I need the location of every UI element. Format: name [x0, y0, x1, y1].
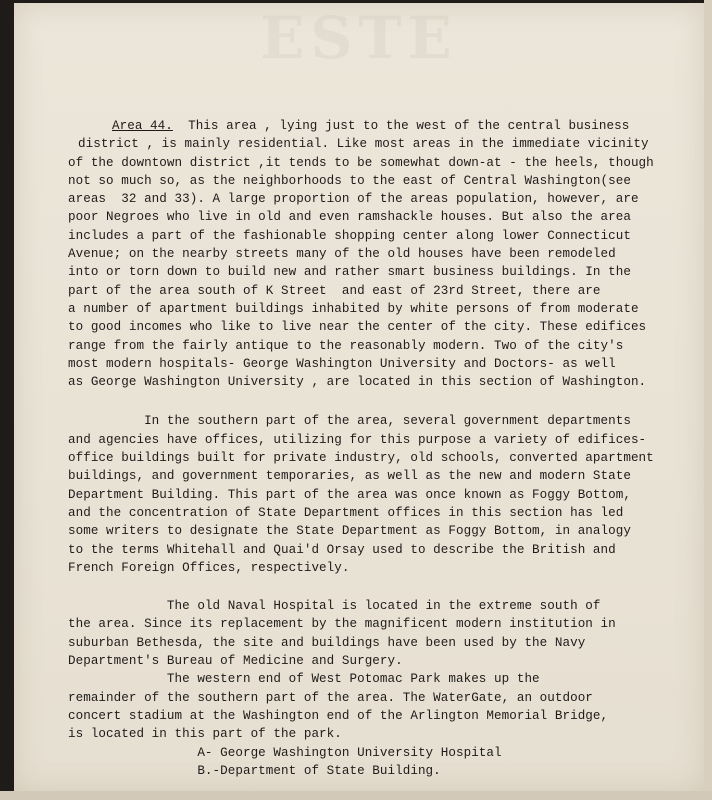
- paragraph-line: poor Negroes who live in old and even ramshackle houses. But also the area: [68, 210, 631, 225]
- paragraph-line: and agencies have offices, utilizing for this purpose a variety of edifices-: [68, 432, 647, 447]
- paragraph-line: Area 44. This area , lying just to the west of the central business: [112, 119, 630, 133]
- typed-page: [14, 3, 704, 791]
- paragraph-line: and the concentration of State Department offices in this section has led: [68, 505, 624, 520]
- paragraph-line: of the downtown district ,it tends to be somewhat down-at - the heels, though: [68, 155, 654, 170]
- paragraph-line: to the terms Whitehall and Quai'd Orsay used to describe the British and: [68, 542, 616, 557]
- paragraph-line: to good incomes who like to live near the center of the city. These edifices: [68, 320, 647, 335]
- paragraph-line: part of the area south of K Street and east of 23rd Street, there are: [68, 283, 601, 298]
- paragraph-line: French Foreign Offices, respectively.: [68, 560, 350, 575]
- paragraph-line: areas 32 and 33). A large proportion of the areas population, however, are: [68, 192, 639, 207]
- paragraph-line: concert stadium at the Washington end of the Arlington Memorial Bridge,: [68, 708, 609, 723]
- paper-edge-bottom: [0, 791, 712, 800]
- paragraph-line: some writers to designate the State Department as Foggy Bottom, in analogy: [68, 524, 631, 539]
- paragraph-area-44: [112, 117, 658, 135]
- paragraph-line: buildings, and government temporaries, as well as the new and modern State: [68, 469, 631, 484]
- paragraph-line: is located in this part of the park.: [68, 727, 342, 742]
- paragraph-line: In the southern part of the area, several government departments: [68, 414, 631, 429]
- paragraph-line: into or torn down to build new and rather smart business buildings. In the: [68, 265, 631, 280]
- paragraph-gap: [68, 391, 658, 412]
- paragraph-line: district , is mainly residential. Like most areas in the immediate vicinity: [78, 137, 649, 152]
- paragraph-line: as George Washington University , are located in this section of Washington.: [68, 375, 647, 390]
- faded-letterhead-watermark: ESTE: [260, 4, 458, 72]
- paragraph-line: Department's Bureau of Medicine and Surgery.: [68, 654, 403, 669]
- paragraph-line: most modern hospitals- George Washington University and Doctors- as well: [68, 356, 616, 371]
- paragraph-line: remainder of the southern part of the area. The WaterGate, an outdoor: [68, 690, 593, 705]
- paragraph-line: Department Building. This part of the area was once known as Foggy Bottom,: [68, 487, 631, 502]
- paragraph-line: Avenue; on the nearby streets many of the old houses have been remodeled: [68, 247, 616, 262]
- typed-text-body: [68, 117, 658, 780]
- paragraph-gap: [68, 577, 658, 597]
- list-item-b: B.-Department of State Building.: [68, 763, 441, 778]
- paragraph-line: includes a part of the fashionable shopping center along lower Connecticut: [68, 228, 631, 243]
- paper-edge-right: [704, 0, 712, 800]
- paragraph-line: a number of apartment buildings inhabited by white persons of from moderate: [68, 301, 639, 316]
- paragraph-line: suburban Bethesda, the site and buildings have been used by the Navy: [68, 635, 586, 650]
- area-heading: Area 44.: [112, 119, 173, 133]
- paragraph-line: range from the fairly antique to the reasonably modern. Two of the city's: [68, 338, 624, 353]
- paragraph-line: the area. Since its replacement by the magnificent modern institution in: [68, 617, 616, 632]
- paragraph-line: The western end of West Potomac Park makes up the: [68, 672, 540, 687]
- list-item-a: A- George Washington University Hospital: [68, 745, 502, 760]
- paragraph-line: The old Naval Hospital is located in the extreme south of: [68, 599, 601, 614]
- paragraph-line: office buildings built for private industry, old schools, converted apartment: [68, 451, 654, 466]
- paragraph-line: not so much so, as the neighborhoods to the east of Central Washington(see: [68, 173, 631, 188]
